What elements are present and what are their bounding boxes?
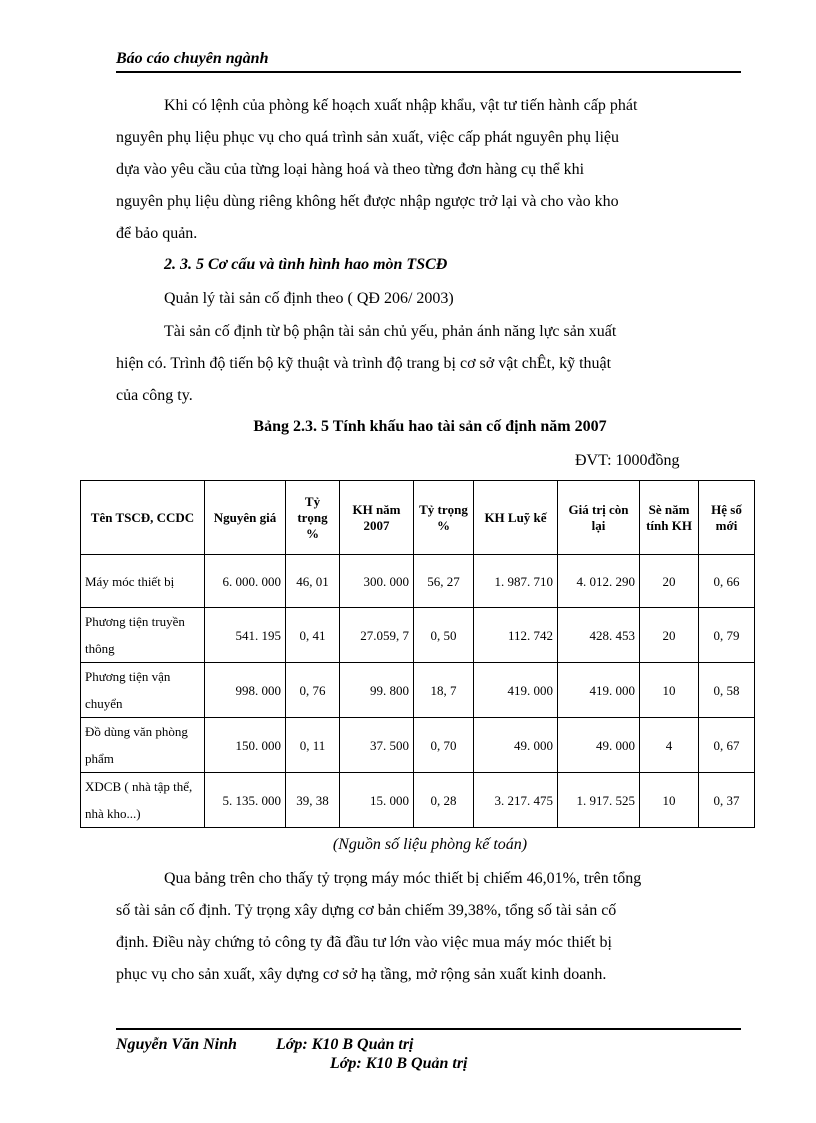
cell: 4. 012. 290 (558, 555, 640, 608)
decision-line: Quản lý tài sản cố định theo ( QĐ 206/ 2003) (164, 290, 454, 307)
cell: 49. 000 (474, 718, 558, 773)
table-row (81, 608, 755, 663)
paragraph-3 (116, 863, 741, 991)
paragraph-1-line: nguyên phụ liệu dùng riêng không hết được nhập ngược trở lại và cho vào kho (116, 193, 619, 210)
cell: 3. 217. 475 (474, 773, 558, 828)
cell: 1. 987. 710 (474, 555, 558, 608)
cell: 10 (640, 773, 699, 828)
cell: 37. 500 (340, 718, 414, 773)
cell: XDCB ( nhà tập thể, nhà kho...) (81, 773, 205, 828)
cell: 112. 742 (474, 608, 558, 663)
footer-rule (116, 1028, 741, 1030)
col-header: Nguyên giá (205, 481, 286, 555)
paragraph-1-line: nguyên phụ liệu phục vụ cho quá trình sản xuất, việc cấp phát nguyên phụ liệu (116, 129, 619, 146)
cell: 0, 76 (286, 663, 340, 718)
cell: 39, 38 (286, 773, 340, 828)
table-header-row (81, 481, 755, 555)
cell: 99. 800 (340, 663, 414, 718)
cell: 0, 41 (286, 608, 340, 663)
paragraph-3-line: số tài sản cố định. Tỷ trọng xây dựng cơ bản chiếm 39,38%, tổng số tài sản cố (116, 902, 617, 919)
col-header: Sè năm tính KH (640, 481, 699, 555)
cell: 0, 37 (699, 773, 755, 828)
paragraph-2-line: Tài sản cố định từ bộ phận tài sản chủ yếu, phản ánh năng lực sản xuất (164, 323, 617, 340)
cell: Phương tiện vận chuyển (81, 663, 205, 718)
table-unit: ĐVT: 1000đồng (575, 452, 680, 469)
cell: 0, 11 (286, 718, 340, 773)
cell: 0, 67 (699, 718, 755, 773)
cell: 15. 000 (340, 773, 414, 828)
cell: 6. 000. 000 (205, 555, 286, 608)
cell: 56, 27 (414, 555, 474, 608)
cell: 1. 917. 525 (558, 773, 640, 828)
section-heading: 2. 3. 5 Cơ cấu và tình hình hao mòn TSCĐ (164, 256, 448, 273)
cell: 27.059, 7 (340, 608, 414, 663)
paragraph-3-line: định. Điều này chứng tỏ công ty đã đầu tư lớn vào việc mua máy móc thiết bị (116, 934, 612, 951)
cell: 46, 01 (286, 555, 340, 608)
col-header: Hệ số mới (699, 481, 755, 555)
cell: Phương tiện truyền thông (81, 608, 205, 663)
cell: 300. 000 (340, 555, 414, 608)
header-title: Báo cáo chuyên ngành (116, 50, 269, 67)
cell: 18, 7 (414, 663, 474, 718)
paragraph-2 (116, 316, 741, 412)
cell: 419. 000 (474, 663, 558, 718)
paragraph-3-line: phục vụ cho sản xuất, xây dựng cơ sở hạ tầng, mở rộng sản xuất kinh doanh. (116, 966, 607, 983)
footer-author: Nguyễn Văn Ninh (116, 1036, 237, 1053)
cell: 4 (640, 718, 699, 773)
paragraph-1-line: dựa vào yêu cầu của từng loại hàng hoá và theo từng đơn hàng cụ thể khi (116, 161, 585, 178)
paragraph-2-line: hiện có. Trình độ tiến bộ kỹ thuật và trình độ trang bị cơ sở vật chÊt, kỹ thuật (116, 355, 612, 372)
paragraph-1-line: để bảo quản. (116, 225, 198, 242)
cell: 0, 66 (699, 555, 755, 608)
col-header: Tỷ trọng % (286, 481, 340, 555)
col-header: KH Luỹ kế (474, 481, 558, 555)
paragraph-1-line: Khi có lệnh của phòng kế hoạch xuất nhập khẩu, vật tư tiến hành cấp phát (164, 97, 638, 114)
cell: Máy móc thiết bị (81, 555, 205, 608)
col-header: Tên TSCĐ, CCDC (81, 481, 205, 555)
cell: 0, 58 (699, 663, 755, 718)
cell: Đồ dùng văn phòng phẩm (81, 718, 205, 773)
col-header: Giá trị còn lại (558, 481, 640, 555)
table-row (81, 718, 755, 773)
footer-class-repeat: Lớp: K10 B Quản trị (330, 1055, 468, 1072)
cell: 20 (640, 555, 699, 608)
cell: 150. 000 (205, 718, 286, 773)
col-header: KH năm 2007 (340, 481, 414, 555)
cell: 998. 000 (205, 663, 286, 718)
cell: 541. 195 (205, 608, 286, 663)
cell: 0, 70 (414, 718, 474, 773)
paragraph-2-line: của công ty. (116, 387, 193, 404)
footer-class: Lớp: K10 B Quản trị (276, 1036, 414, 1053)
table-row (81, 555, 755, 608)
cell: 49. 000 (558, 718, 640, 773)
cell: 419. 000 (558, 663, 640, 718)
cell: 10 (640, 663, 699, 718)
paragraph-3-line: Qua bảng trên cho thấy tỷ trọng máy móc thiết bị chiếm 46,01%, trên tổng (164, 870, 642, 887)
cell: 0, 50 (414, 608, 474, 663)
cell: 0, 79 (699, 608, 755, 663)
cell: 5. 135. 000 (205, 773, 286, 828)
table-row (81, 773, 755, 828)
table-title: Bảng 2.3. 5 Tính khấu hao tài sản cố định năm 2007 (253, 418, 607, 435)
cell: 428. 453 (558, 608, 640, 663)
table-source: (Nguồn số liệu phòng kế toán) (332, 836, 528, 853)
cell: 20 (640, 608, 699, 663)
paragraph-1 (116, 90, 741, 250)
cell: 0, 28 (414, 773, 474, 828)
header-rule (116, 71, 741, 73)
depreciation-table (80, 480, 755, 828)
col-header: Tỷ trọng % (414, 481, 474, 555)
table-row (81, 663, 755, 718)
